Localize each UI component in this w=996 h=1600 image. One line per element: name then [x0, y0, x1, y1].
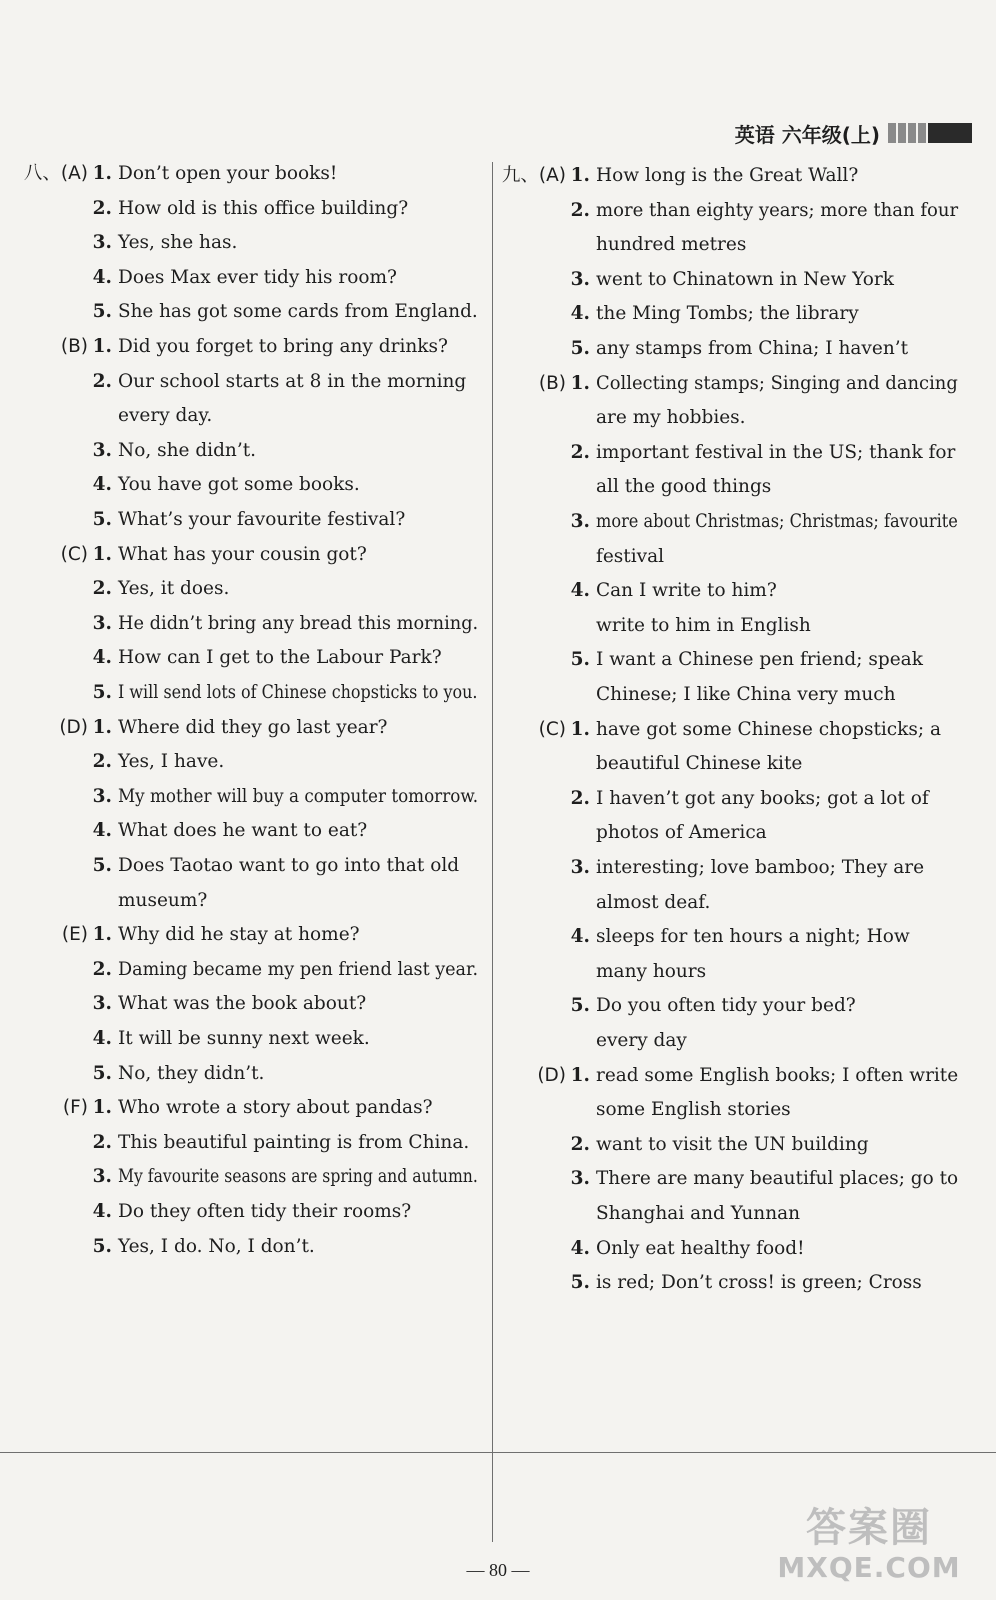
answer-line [596, 1094, 958, 1126]
answer-line [570, 1163, 959, 1195]
answer-line [538, 714, 958, 746]
bottom-rule [0, 1452, 996, 1453]
answer-line [60, 331, 478, 363]
item-number: 5. [92, 1235, 112, 1257]
answer-line [23, 158, 478, 190]
answer-text: more about Christmas; Christmas; favourite [596, 511, 958, 532]
item-number: 2. [92, 578, 112, 600]
answer-text: Yes, it does. [118, 578, 230, 600]
answer-line [92, 677, 478, 709]
item-number: 1. [92, 924, 112, 946]
answer-line [570, 1267, 958, 1299]
answer-line [62, 1092, 478, 1124]
item-number: 2. [570, 199, 590, 221]
item-number: 5. [92, 1062, 112, 1084]
answer-line [596, 229, 958, 261]
answer-line [596, 956, 958, 988]
answer-line [60, 539, 478, 571]
item-number: 5. [570, 649, 590, 671]
answer-text: Where did they go last year? [118, 716, 388, 738]
answer-text: What was the book about? [118, 993, 367, 1015]
answer-line [596, 887, 958, 919]
watermark-en: MXQE.COM [777, 1551, 961, 1584]
item-number: 4. [92, 266, 112, 288]
item-number: 4. [570, 1237, 590, 1259]
section-label: (B) [60, 336, 88, 357]
answer-line [596, 541, 958, 573]
answer-text: I want a Chinese pen friend; speak [596, 649, 923, 671]
book-title: 英语 六年级(上) [734, 122, 880, 147]
answer-line [596, 610, 958, 642]
item-number: 1. [570, 1064, 590, 1086]
answer-text: Shanghai and Yunnan [596, 1203, 801, 1224]
answer-text: are my hobbies. [596, 407, 746, 429]
item-number: 3. [92, 785, 112, 807]
answer-line [570, 437, 958, 469]
answer-text: sleeps for ten hours a night; How [596, 926, 910, 948]
item-number: 1. [570, 372, 590, 394]
answer-text: She has got some cards from England. [118, 301, 478, 323]
item-number: 5. [92, 682, 112, 703]
answer-line [92, 781, 479, 813]
answer-line [92, 954, 479, 986]
item-number: 1. [92, 543, 112, 565]
answer-text: Do they often tidy their rooms? [118, 1201, 412, 1222]
answer-line [570, 921, 958, 953]
answer-line [92, 608, 479, 640]
answer-line [92, 469, 478, 501]
answer-text: How old is this office building? [118, 197, 409, 219]
answer-text: some English stories [596, 1099, 791, 1121]
section-label: 八、(A) [23, 163, 88, 184]
answer-line [92, 296, 478, 328]
page-number: — 80 — [466, 1560, 530, 1580]
answer-text: interesting; love bamboo; They are [596, 857, 925, 878]
answer-text: I haven’t got any books; got a lot of [596, 787, 929, 809]
answer-line [596, 817, 958, 849]
item-number: 4. [92, 647, 112, 669]
answer-text: No, she didn’t. [118, 439, 257, 461]
item-number: 4. [92, 474, 112, 496]
item-number: 4. [570, 303, 590, 325]
answer-line [570, 575, 958, 607]
answer-text: He didn’t bring any bread this morning. [118, 612, 479, 634]
answer-text: Don’t open your books! [118, 163, 338, 184]
answer-line [118, 400, 478, 432]
item-number: 2. [570, 441, 590, 463]
answer-line [61, 919, 478, 951]
answer-line [596, 1025, 958, 1057]
answer-text: every day [596, 1030, 687, 1051]
answer-text: Yes, I do. No, I don’t. [118, 1235, 315, 1257]
answer-line [92, 850, 478, 882]
answer-line [92, 1127, 478, 1159]
answer-text: read some English books; I often write [596, 1064, 959, 1086]
answer-line [570, 333, 958, 365]
answer-line [92, 366, 478, 398]
item-number: 3. [570, 268, 590, 290]
page-header [735, 118, 972, 148]
section-label: (C) [538, 718, 566, 740]
answer-text: any stamps from China; I haven’t [596, 338, 909, 359]
answer-line [596, 679, 958, 711]
answer-line [92, 815, 478, 847]
answer-line [92, 642, 478, 674]
item-number: 2. [92, 958, 112, 980]
answer-line [570, 852, 958, 884]
answer-text: hundred metres [596, 234, 747, 256]
answer-line [118, 885, 478, 917]
answer-line [92, 1023, 478, 1055]
item-number: 4. [92, 820, 112, 842]
answer-text: write to him in English [596, 614, 811, 636]
answer-text: I will send lots of Chinese chopsticks to you. [118, 682, 478, 703]
item-number: 4. [92, 1028, 112, 1049]
answer-line [92, 504, 478, 536]
item-number: 3. [92, 993, 112, 1015]
answer-text: How can I get to the Labour Park? [118, 647, 442, 669]
answer-text: Collecting stamps; Singing and dancing [596, 372, 958, 394]
section-label: (D) [59, 716, 88, 738]
answer-line [92, 227, 478, 259]
answer-text: want to visit the UN building [596, 1133, 869, 1155]
answer-text: You have got some books. [118, 474, 360, 496]
item-number: 1. [92, 163, 112, 184]
answer-text: photos of America [596, 822, 767, 844]
item-number: 4. [570, 926, 590, 948]
answer-text: Do you often tidy your bed? [596, 995, 856, 1017]
item-number: 4. [570, 580, 590, 602]
answer-line [570, 506, 958, 538]
answer-text: Why did he stay at home? [118, 924, 360, 946]
answer-text: have got some Chinese chopsticks; a [596, 718, 942, 740]
answer-line [92, 988, 478, 1020]
answer-text: went to Chinatown in New York [596, 268, 894, 290]
answer-line [92, 746, 478, 778]
answer-text: every day. [118, 405, 213, 427]
answer-text: almost deaf. [596, 891, 711, 913]
answer-text: There are many beautiful places; go to [596, 1168, 959, 1190]
item-number: 5. [570, 338, 590, 359]
item-number: 2. [92, 197, 112, 219]
answer-line [538, 368, 958, 400]
answer-text: This beautiful painting is from China. [118, 1131, 470, 1153]
answer-line [501, 160, 958, 192]
answer-text: Who wrote a story about pandas? [118, 1097, 433, 1119]
answer-line [92, 1161, 478, 1193]
answer-line [570, 298, 958, 330]
section-label: (C) [60, 543, 88, 565]
answer-text: No, they didn’t. [118, 1062, 265, 1084]
item-number: 2. [570, 787, 590, 809]
item-number: 1. [570, 718, 590, 740]
item-number: 1. [92, 1097, 112, 1119]
answer-text: Does Max ever tidy his room? [118, 266, 397, 288]
answer-line [570, 1233, 958, 1265]
answer-text: Yes, she has. [118, 232, 238, 254]
item-number: 2. [92, 370, 112, 392]
answer-line [537, 1060, 959, 1092]
section-label: (E) [61, 924, 88, 946]
item-number: 3. [92, 1166, 112, 1188]
answer-text: more than eighty years; more than four [596, 199, 959, 221]
answer-line [570, 1129, 958, 1161]
answer-line [92, 262, 478, 294]
item-number: 5. [570, 995, 590, 1017]
answer-text: Does Taotao want to go into that old [118, 855, 460, 876]
header-decoration [886, 123, 972, 143]
answer-text: many hours [596, 960, 707, 982]
section-label: (D) [537, 1064, 566, 1086]
answer-text: It will be sunny next week. [118, 1028, 370, 1049]
item-number: 2. [92, 751, 112, 773]
answer-line [570, 990, 958, 1022]
item-number: 3. [570, 1168, 590, 1190]
answer-line [92, 193, 478, 225]
answer-line [596, 1198, 958, 1230]
item-number: 1. [92, 716, 112, 738]
item-number: 2. [570, 1133, 590, 1155]
answer-line [92, 1196, 478, 1228]
answer-text: the Ming Tombs; the library [596, 303, 859, 325]
watermark-cn: 答案圈 [806, 1505, 932, 1551]
section-label: (B) [538, 372, 566, 394]
item-number: 5. [92, 509, 112, 530]
answer-line [92, 1231, 478, 1263]
answer-line [570, 783, 958, 815]
answer-text: museum? [118, 889, 208, 911]
item-number: 3. [92, 612, 112, 634]
answer-text: Can I write to him? [596, 580, 777, 602]
answer-text: Did you forget to bring any drinks? [118, 336, 448, 357]
item-number: 5. [92, 301, 112, 323]
answer-text: What has your cousin got? [118, 543, 367, 565]
answer-line [570, 264, 958, 296]
answer-text: is red; Don’t cross! is green; Cross [596, 1272, 922, 1294]
answer-text: all the good things [596, 476, 772, 498]
item-number: 2. [92, 1131, 112, 1153]
item-number: 4. [92, 1201, 112, 1222]
section-label: (F) [62, 1097, 88, 1119]
answer-text: Yes, I have. [118, 751, 225, 773]
item-number: 5. [92, 855, 112, 876]
answer-text: festival [596, 545, 665, 567]
answer-text: Chinese; I like China very much [596, 684, 896, 705]
answer-line [92, 1058, 478, 1090]
answer-line [596, 748, 958, 780]
answer-line [59, 712, 478, 744]
item-number: 3. [570, 511, 590, 532]
answer-text: How long is the Great Wall? [596, 165, 859, 186]
answer-text: Daming became my pen friend last year. [118, 958, 479, 980]
answer-line [570, 195, 959, 227]
column-divider [492, 162, 493, 1542]
answer-line [570, 644, 958, 676]
answer-text: beautiful Chinese kite [596, 753, 803, 775]
answer-text: What’s your favourite festival? [118, 509, 406, 530]
answer-text: important festival in the US; thank for [596, 441, 956, 463]
answer-line [92, 573, 478, 605]
item-number: 5. [570, 1272, 590, 1294]
item-number: 3. [570, 857, 590, 878]
answer-text: My mother will buy a computer tomorrow. [118, 785, 479, 807]
answer-line [92, 435, 478, 467]
section-label: 九、(A) [501, 165, 566, 186]
answer-text: Only eat healthy food! [596, 1237, 805, 1259]
answer-line [596, 402, 958, 434]
answer-text: What does he want to eat? [118, 820, 368, 842]
answer-text: My favourite seasons are spring and autumn. [118, 1166, 478, 1188]
item-number: 3. [92, 232, 112, 254]
answer-line [596, 471, 958, 503]
watermark-logo [764, 1505, 974, 1590]
item-number: 1. [570, 165, 590, 186]
item-number: 1. [92, 336, 112, 357]
answer-text: Our school starts at 8 in the morning [118, 370, 467, 392]
item-number: 3. [92, 439, 112, 461]
